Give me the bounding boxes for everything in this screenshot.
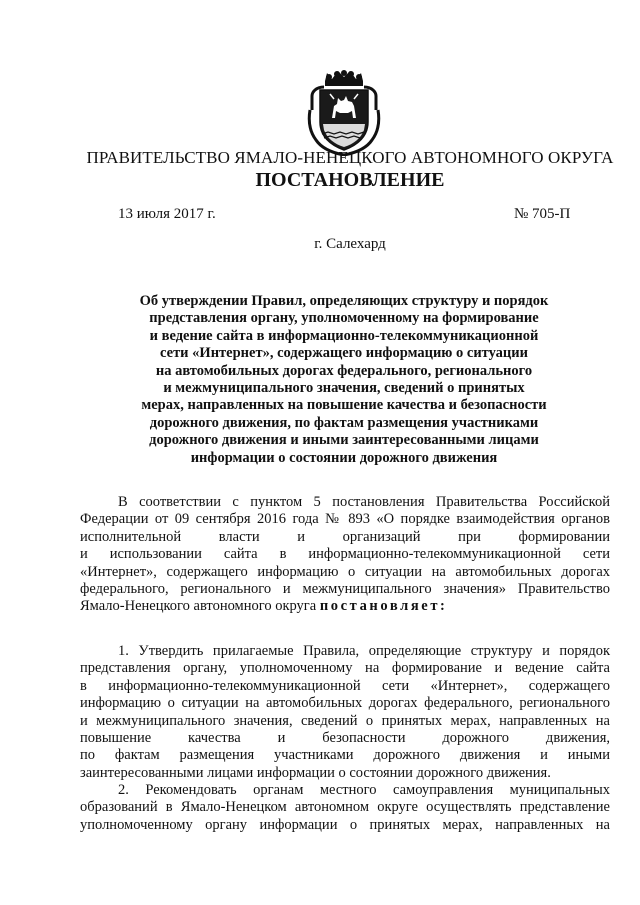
item-1-paragraph [80, 643, 610, 782]
paragraph-line: представления органу, уполномоченному на формирование и ведение сайта [80, 660, 610, 677]
title-line: мерах, направленных на повышение качества и безопасности [141, 397, 547, 414]
paragraph-line: в информационно-телекоммуникационной сети «Интернет», содержащего [80, 677, 610, 694]
paragraph-line: и межмуниципального значения, сведений о принятых мерах, направленных на [80, 712, 610, 729]
paragraph-line [80, 598, 610, 615]
resolves-keyword: постановляет: [319, 598, 448, 615]
paragraph-line: «Интернет», содержащего информацию о ситуации на автомобильных дорогах [80, 563, 610, 580]
document-date: 13 июля 2017 г. [118, 206, 216, 222]
paragraph-line: по фактам размещения участниками дорожного движения и иными [80, 747, 610, 764]
title-line: и межмуниципального значения, сведений о принятых [163, 380, 525, 397]
title-line: Об утверждении Правил, определяющих структуру и порядок [139, 293, 549, 309]
paragraph-line: уполномоченному органу информации о принятых мерах, направленных на [80, 816, 610, 833]
paragraph-line: информацию о ситуации на автомобильных дорогах федерального, регионального [80, 695, 610, 712]
preamble-paragraph [80, 494, 610, 616]
document-type-heading: ПОСТАНОВЛЕНИЕ [255, 169, 445, 191]
paragraph-line: 2. Рекомендовать органам местного самоуправления муниципальных [118, 782, 610, 798]
coat-of-arms-emblem [306, 66, 382, 156]
paragraph-line: Федерации от 09 сентября 2016 года № 893 «О порядке взаимодействия органов [80, 511, 610, 528]
title-line: на автомобильных дорогах федерального, регионального [155, 362, 533, 379]
paragraph-line: заинтересованными лицами информации о состоянии дорожного движения. [80, 764, 551, 781]
title-line: и ведение сайта в информационно-телекоммуникационной [149, 327, 539, 344]
paragraph-line: В соответствии с пунктом 5 постановления Правительства Российской [118, 494, 610, 510]
title-line: дорожного движения и иными заинтересованными лицами [149, 432, 539, 449]
title-line: сети «Интернет», содержащего информацию о ситуации [160, 345, 528, 362]
paragraph-line: и использовании сайта в информационно-телекоммуникационной сети [80, 546, 610, 563]
paragraph-line: исполнительной власти и организаций при формировании [80, 528, 610, 545]
item-2-paragraph [80, 782, 610, 834]
title-line: дорожного движения, по фактам размещения участниками [149, 414, 539, 431]
preamble-last-text: Ямало-Ненецкого автономного округа [80, 598, 317, 615]
paragraph-line: повышение качества и безопасности дорожного движения, [80, 730, 610, 747]
document-city: г. Салехард [314, 236, 386, 252]
paragraph-line: образований в Ямало-Ненецком автономном округе осуществлять представление [80, 799, 610, 816]
document-number: № 705-П [514, 206, 571, 222]
paragraph-line: федерального, регионального и межмуниципального значения» Правительство [80, 581, 610, 598]
government-title: ПРАВИТЕЛЬСТВО ЯМАЛО-НЕНЕЦКОГО АВТОНОМНОГО ОКРУГА [86, 148, 614, 167]
title-line: представления органу, уполномоченному на формирование [149, 310, 539, 327]
resolution-title [118, 293, 570, 467]
paragraph-line: 1. Утвердить прилагаемые Правила, определяющие структуру и порядок [118, 643, 610, 659]
title-line: информации о состоянии дорожного движения [190, 449, 498, 466]
